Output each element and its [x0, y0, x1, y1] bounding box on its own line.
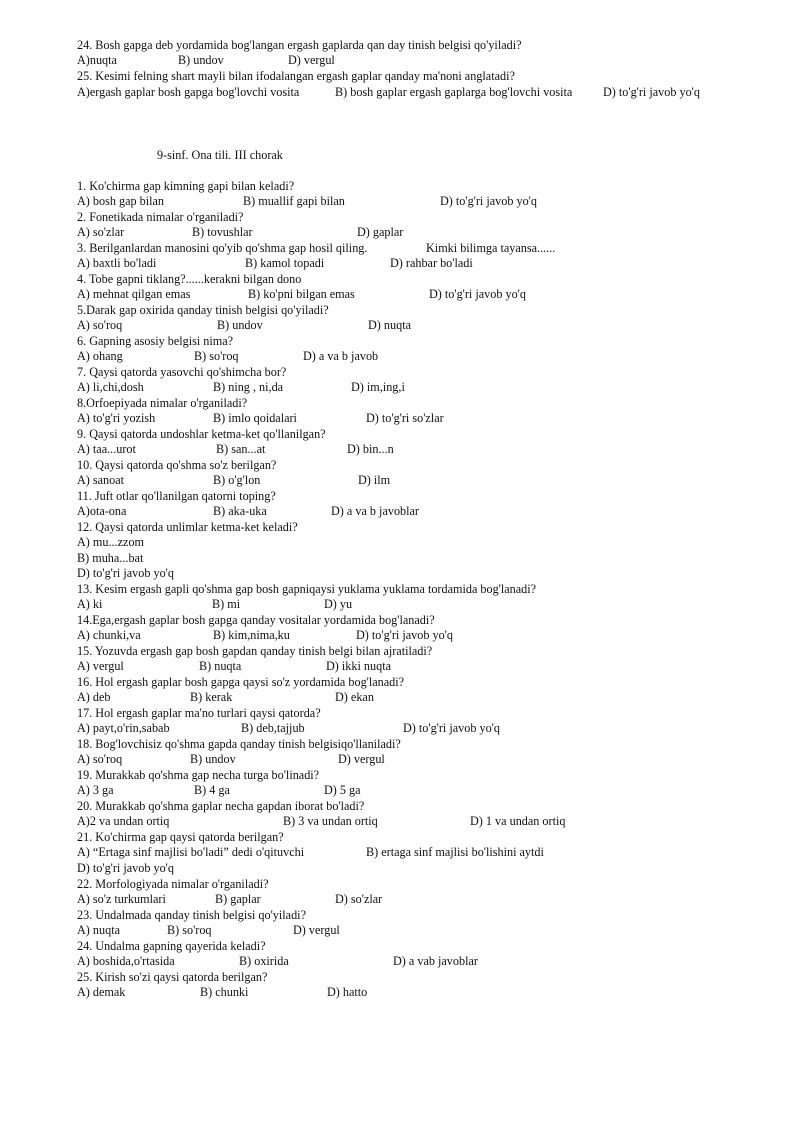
- option-b: B) o'g'lon: [213, 473, 261, 487]
- option-b: B) mi: [212, 597, 241, 611]
- option-d: D) nuqta: [368, 318, 411, 332]
- question-text: 14.Ega,ergash gaplar bosh gapga qanday vositalar yordamida bog'lanadi?: [77, 613, 435, 627]
- question-text: 25. Kesimi felning shart mayli bilan ifodalangan ergash gaplar qanday ma'noni anglatadi?: [77, 69, 515, 83]
- question-text: 5.Darak gap oxirida qanday tinish belgisi qo'yiladi?: [77, 303, 329, 317]
- test-title: 9-sinf. Ona tili. III chorak: [157, 148, 283, 162]
- question-text: 20. Murakkab qo'shma gaplar necha gapdan iborat bo'ladi?: [77, 799, 365, 813]
- question-text: 16. Hol ergash gaplar bosh gapga qaysi so'z yordamida bog'lanadi?: [77, 675, 405, 689]
- option-a: A) ohang: [77, 349, 123, 363]
- option-d: D) vergul: [338, 752, 385, 766]
- option-a: A)nuqta: [77, 53, 117, 67]
- option-b: B) kerak: [190, 690, 233, 704]
- question-text: 2. Fonetikada nimalar o'rganiladi?: [77, 210, 244, 224]
- question-text: 21. Ko'chirma gap qaysi qatorda berilgan?: [77, 830, 284, 844]
- option-b: B) san...at: [216, 442, 266, 456]
- option-d: D) vergul: [293, 923, 340, 937]
- option-a: A)2 va undan ortiq: [77, 814, 170, 828]
- option-a: A) taa...urot: [77, 442, 136, 456]
- option-d: D) to'g'ri so'zlar: [366, 411, 444, 425]
- option-b: B) tovushlar: [192, 225, 253, 239]
- option-d: D) a va b javoblar: [331, 504, 419, 518]
- option-a: A) ki: [77, 597, 103, 611]
- question-text: 19. Murakkab qo'shma gap necha turga bo'linadi?: [77, 768, 320, 782]
- option-d: D) a vab javoblar: [393, 954, 478, 968]
- option-d: D) gaplar: [357, 225, 404, 239]
- option-b: B) deb,tajjub: [241, 721, 305, 735]
- option-b: B) 3 va undan ortiq: [283, 814, 378, 828]
- option-b: B) ko'pni bilgan emas: [248, 287, 355, 301]
- option-a: A) bosh gap bilan: [77, 194, 164, 208]
- option-b: B) kim,nima,ku: [213, 628, 290, 642]
- option-a: A) so'roq: [77, 318, 123, 332]
- option-d: D) 5 ga: [324, 783, 361, 797]
- option-b: B) ertaga sinf majlisi bo'lishini aytdi: [366, 845, 544, 859]
- option-a: A) demak: [77, 985, 126, 999]
- option-a: A) sanoat: [77, 473, 125, 487]
- question-text: 7. Qaysi qatorda yasovchi qo'shimcha bor?: [77, 365, 287, 379]
- option-d: D) ikki nuqta: [326, 659, 391, 673]
- option-a: A)ergash gaplar bosh gapga bog'lovchi vosita: [77, 85, 300, 99]
- option-b: B) aka-uka: [213, 504, 267, 518]
- option-a: A) mehnat qilgan emas: [77, 287, 191, 301]
- option-a: A) mu...zzom: [77, 535, 145, 549]
- option-b: B) kamol topadi: [245, 256, 325, 270]
- option-d: D) rahbar bo'ladi: [390, 256, 473, 270]
- question-text: 23. Undalmada qanday tinish belgisi qo'yiladi?: [77, 908, 306, 922]
- option-b: B) nuqta: [199, 659, 242, 673]
- option-d: D) to'g'ri javob yo'q: [356, 628, 453, 642]
- option-d: D) bin...n: [347, 442, 394, 456]
- option-d: D) hatto: [327, 985, 368, 999]
- option-d: D) to'g'ri javob yo'q: [440, 194, 537, 208]
- option-a: A) li,chi,dosh: [77, 380, 144, 394]
- option-a: A) payt,o'rin,sabab: [77, 721, 170, 735]
- question-extra: Kimki bilimga tayansa......: [426, 241, 556, 255]
- question-text: 13. Kesim ergash gapli qo'shma gap bosh gapniqaysi yuklama yuklama tordamida bog'lanadi?: [77, 582, 537, 596]
- option-b: B) chunki: [200, 985, 249, 999]
- option-a: A) so'roq: [77, 752, 123, 766]
- option-d: D) vergul: [288, 53, 335, 67]
- option-a: A) “Ertaga sinf majlisi bo'ladi” dedi o'qituvchi: [77, 845, 305, 859]
- option-a: A) 3 ga: [77, 783, 114, 797]
- option-d: D) to'g'ri javob yo'q: [77, 566, 174, 580]
- option-b: B) undov: [190, 752, 236, 766]
- option-a: A) chunki,va: [77, 628, 141, 642]
- question-text: 24. Undalma gapning qayerida keladi?: [77, 939, 266, 953]
- question-text: 11. Juft otlar qo'llanilgan qatorni toping?: [77, 489, 276, 503]
- question-text: 3. Berilganlardan manosini qo'yib qo'shma gap hosil qiling.: [77, 241, 368, 255]
- question-text: 25. Kirish so'zi qaysi qatorda berilgan?: [77, 970, 268, 984]
- option-b: B) undov: [178, 53, 224, 67]
- option-a: A) vergul: [77, 659, 124, 673]
- question-text: 8.Orfoepiyada nimalar o'rganiladi?: [77, 396, 248, 410]
- option-b: B) ning , ni,da: [213, 380, 284, 394]
- option-b: B) muha...bat: [77, 551, 144, 565]
- option-a: A) to'g'ri yozish: [77, 411, 156, 425]
- option-d: D) to'g'ri javob yo'q: [77, 861, 174, 875]
- option-d: D) yu: [324, 597, 353, 611]
- option-b: B) gaplar: [215, 892, 261, 906]
- option-b: B) muallif gapi bilan: [243, 194, 345, 208]
- option-d: D) so'zlar: [335, 892, 383, 906]
- option-b: B) imlo qoidalari: [213, 411, 297, 425]
- question-text: 1. Ko'chirma gap kimning gapi bilan keladi?: [77, 179, 295, 193]
- question-text: 12. Qaysi qatorda unlimlar ketma-ket keladi?: [77, 520, 298, 534]
- question-text: 15. Yozuvda ergash gap bosh gapdan qanday tinish belgi bilan ajratiladi?: [77, 644, 433, 658]
- option-b: B) 4 ga: [194, 783, 230, 797]
- option-b: B) undov: [217, 318, 263, 332]
- question-text: 18. Bog'lovchisiz qo'shma gapda qanday tinish belgisiqo'llaniladi?: [77, 737, 401, 751]
- option-b: B) bosh gaplar ergash gaplarga bog'lovchi vosita: [335, 85, 573, 99]
- question-text: 9. Qaysi qatorda undoshlar ketma-ket qo'llanilgan?: [77, 427, 326, 441]
- question-text: 22. Morfologiyada nimalar o'rganiladi?: [77, 877, 269, 891]
- question-text: 24. Bosh gapga deb yordamida bog'langan ergash gaplarda qan day tinish belgisi qo'yiladi?: [77, 38, 522, 52]
- option-b: B) so'roq: [194, 349, 239, 363]
- option-d: D) to'g'ri javob yo'q: [429, 287, 526, 301]
- question-text: 17. Hol ergash gaplar ma'no turlari qaysi qatorda?: [77, 706, 321, 720]
- option-a: A) baxtli bo'ladi: [77, 256, 157, 270]
- option-a: A)ota-ona: [77, 504, 127, 518]
- option-b: B) oxirida: [239, 954, 289, 968]
- option-d: D) to'g'ri javob yo'q: [403, 721, 500, 735]
- option-b: B) so'roq: [167, 923, 212, 937]
- question-text: 6. Gapning asosiy belgisi nima?: [77, 334, 234, 348]
- option-a: A) nuqta: [77, 923, 120, 937]
- option-a: A) so'zlar: [77, 225, 125, 239]
- option-d: D) ekan: [335, 690, 374, 704]
- question-text: 4. Tobe gapni tiklang?......kerakni bilgan dono: [77, 272, 302, 286]
- option-d: D) im,ing,i: [351, 380, 405, 394]
- option-a: A) deb: [77, 690, 111, 704]
- option-d: D) a va b javob: [303, 349, 379, 363]
- option-d: D) ilm: [358, 473, 391, 487]
- option-d: D) 1 va undan ortiq: [470, 814, 566, 828]
- option-d: D) to'g'ri javob yo'q: [603, 85, 700, 99]
- option-a: A) so'z turkumlari: [77, 892, 166, 906]
- question-text: 10. Qaysi qatorda qo'shma so'z berilgan?: [77, 458, 277, 472]
- option-a: A) boshida,o'rtasida: [77, 954, 175, 968]
